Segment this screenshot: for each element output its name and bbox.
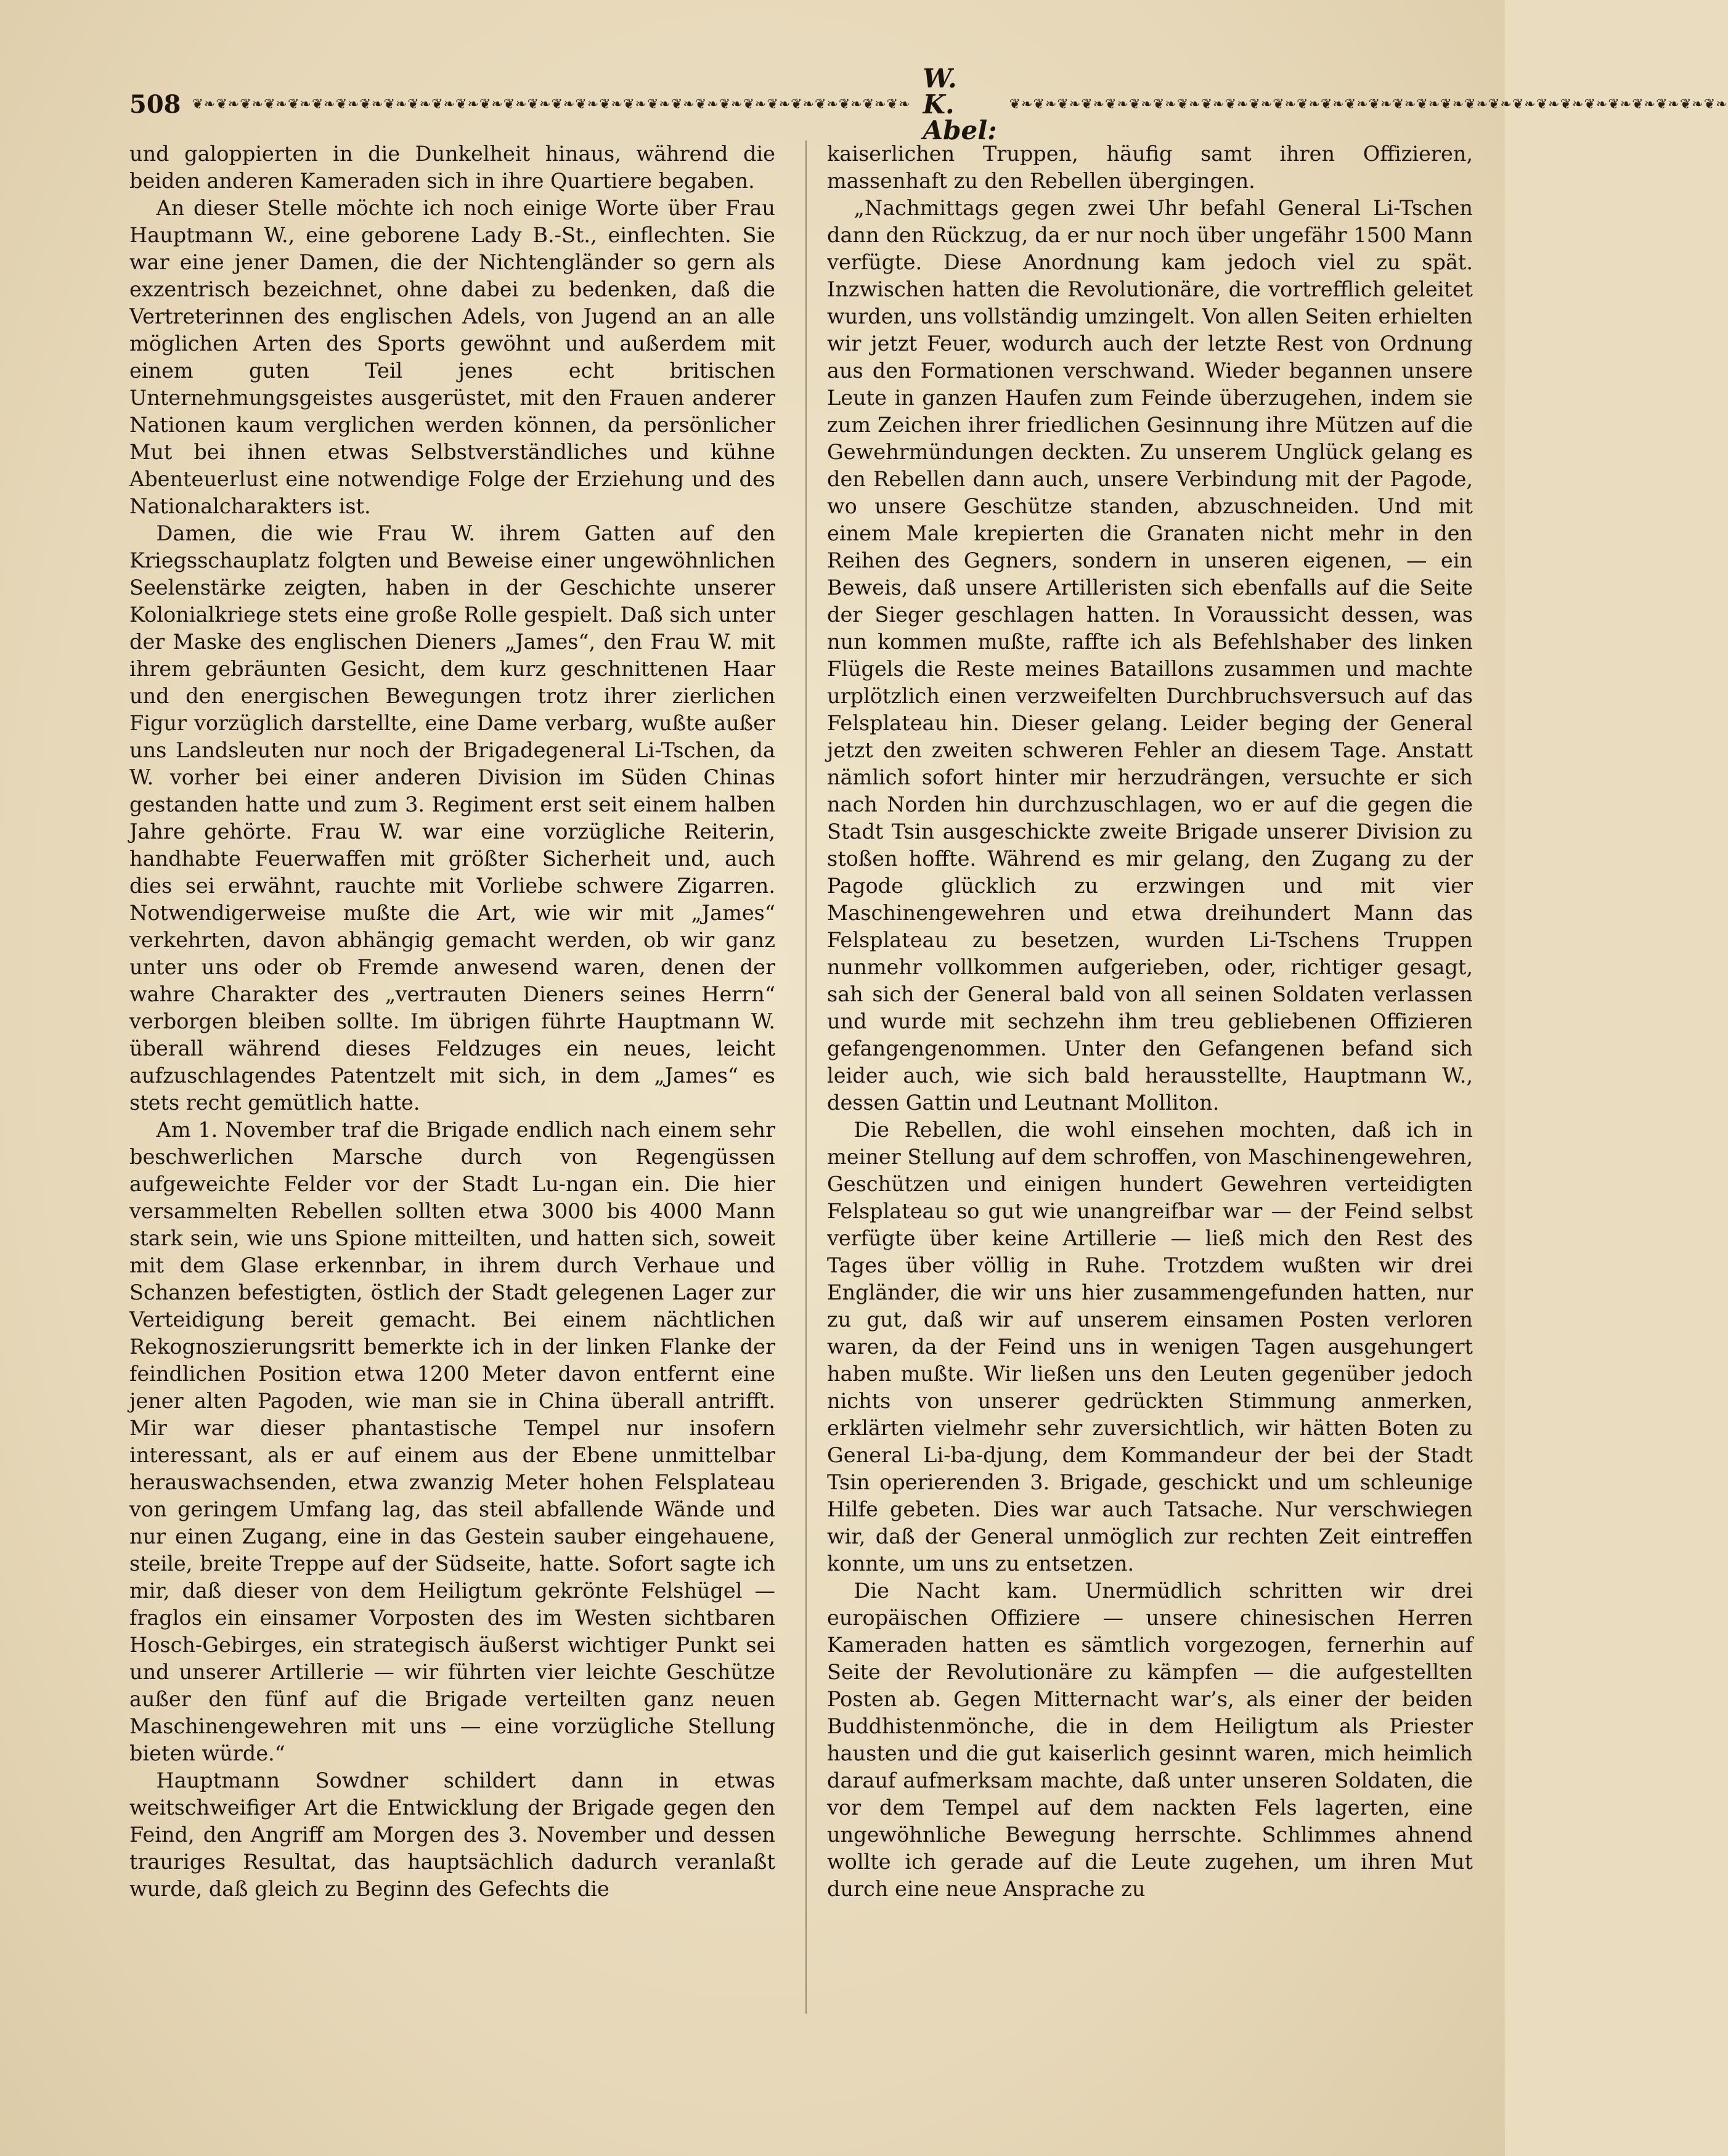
paragraph: An dieser Stelle möchte ich noch einige Worte über Frau Hauptmann W., eine geborene Lady B.-St., einflechten. Sie war eine jener Damen, die der Nichtengländer so gern als exzentrisch bezeichnet, ohne dabei zu bedenken, daß die Vertreterinnen des englischen Adels, von Jugend an an alle möglichen Arten des Sports gewöhnt und außerdem mit einem guten Teil jenes echt britischen Unternehmungsgeistes ausgerüstet, mit den Frauen anderer Nationen kaum verglichen werden können, da persönlicher Mut bei ihnen etwas Selbstverständliches und kühne Abenteuerlust eine notwendige Folge der Erziehung und des Nationalcharakters ist.: [129, 196, 775, 518]
right-column: [827, 140, 1473, 2081]
left-column: [129, 140, 775, 2081]
text-columns: [129, 140, 1473, 2081]
paragraph: und galoppierten in die Dunkelheit hinaus, während die beiden anderen Kameraden sich in ihre Quartiere begaben.: [129, 142, 775, 193]
paragraph: Damen, die wie Frau W. ihrem Gatten auf den Kriegsschauplatz folgten und Beweise einer ungewöhnlichen Seelenstärke zeigten, haben in der Geschichte unserer Kolonialkriege stets eine große Rolle gespielt. Daß sich unter der Maske des englischen Dieners „James“, den Frau W. mit ihrem gebräunten Gesicht, dem kurz geschnittenen Haar und den energischen Bewegungen trotz ihrer zierlichen Figur vorzüglich darstellte, eine Dame verbarg, wußte außer uns Landsleuten nur noch der Brigadegeneral Li-Tschen, da W. vorher bei einer anderen Division im Süden Chinas gestanden hatte und zum 3. Regiment erst seit einem halben Jahre gehörte. Frau W. war eine vorzügliche Reiterin, handhabte Feuerwaffen mit größter Sicherheit und, auch dies sei erwähnt, rauchte mit Vorliebe schwere Zigarren. Notwendigerweise mußte die Art, wie wir mit „James“ verkehrten, davon abhängig gemacht werden, ob wir ganz unter uns oder ob Fremde anwesend waren, denen der wahre Charakter des „vertrauten Dieners seines Herrn“ verborgen bleiben sollte. Im übrigen führte Hauptmann W. überall während dieses Feldzuges ein neues, leicht aufzuschlagendes Patentzelt mit sich, in dem „James“ es stets recht gemütlich hatte.: [129, 521, 775, 1115]
paragraph: Am 1. November traf die Brigade endlich nach einem sehr beschwerlichen Marsche durch von Regengüssen aufgeweichte Felder vor der Stadt Lu-ngan ein. Die hier versammelten Rebellen sollten etwa 3000 bis 4000 Mann stark sein, wie uns Spione mitteilten, und hatten sich, soweit mit dem Glase erkennbar, in ihrem durch Verhaue und Schanzen befestigten, östlich der Stadt gelegenen Lager zur Verteidigung bereit gemacht. Bei einem nächtlichen Rekognoszierungsritt bemerkte ich in der linken Flanke der feindlichen Position etwa 1200 Meter davon entfernt eine jener alten Pagoden, wie man sie in China überall antrifft. Mir war dieser phantastische Tempel nur insofern interessant, als er auf einem aus der Ebene unmittelbar herauswachsenden, etwa zwanzig Meter hohen Felsplateau von geringem Umfang lag, das steil abfallende Wände und nur einen Zugang, eine in das Gestein sauber eingehauene, steile, breite Treppe auf der Südseite, hatte. Sofort sagte ich mir, daß dieser von dem Heiligtum gekrönte Felshügel — fraglos ein einsamer Vorposten des im Westen sichtbaren Hosch-Gebirges, ein strategisch äußerst wichtiger Punkt sei und unserer Artillerie — wir führten vier leichte Geschütze außer den fünf auf die Brigade verteilten ganz neuen Maschinengewehren mit uns — eine vorzügliche Stellung bieten würde.“: [129, 1118, 775, 1765]
paragraph: „Nachmittags gegen zwei Uhr befahl General Li-Tschen dann den Rückzug, da er nur noch über ungefähr 1500 Mann verfügte. Diese Anordnung kam jedoch viel zu spät. Inzwischen hatten die Revolutionäre, die vortrefflich geleitet wurden, uns vollständig umzingelt. Von allen Seiten erhielten wir jetzt Feuer, wodurch auch der letzte Rest von Ordnung aus den Formationen verschwand. Wieder begannen unsere Leute in ganzen Haufen zum Feinde überzugehen, indem sie zum Zeichen ihrer friedlichen Gesinnung ihre Mützen auf die Gewehrmündungen deckten. Zu unserem Unglück gelang es den Rebellen dann auch, unsere Verbindung mit der Pagode, wo unsere Geschütze standen, abzuschneiden. Und mit einem Male krepierten die Granaten nicht mehr in den Reihen des Gegners, sondern in unseren eigenen, — ein Beweis, daß unsere Artilleristen sich ebenfalls auf die Seite der Sieger geschlagen hatten. In Voraussicht dessen, was nun kommen mußte, raffte ich als Befehlshaber des linken Flügels die Reste meines Bataillons zusammen und machte urplötzlich einen verzweifelten Durchbruchsversuch auf das Felsplateau hin. Dieser gelang. Leider beging der General jetzt den zweiten schweren Fehler an diesem Tage. Anstatt nämlich sofort hinter mir herzudrängen, versuchte er sich nach Norden hin durchzuschlagen, wo er auf die gegen die Stadt Tsin ausgeschickte zweite Brigade unserer Division zu stoßen hoffte. Während es mir gelang, den Zugang zu der Pagode glücklich zu erzwingen und mit vier Maschinengewehren und etwa dreihundert Mann das Felsplateau zu besetzen, wurden Li-Tschens Truppen nunmehr vollkommen aufgerieben, oder, richtiger gesagt, sah sich der General bald von all seinen Soldaten verlassen und wurde mit sechzehn ihm treu gebliebenen Offizieren gefangengenommen. Unter den Gefangenen befand sich leider auch, wie sich bald herausstellte, Hauptmann W., dessen Gattin und Leutnant Molliton.: [827, 196, 1473, 1115]
paragraph: kaiserlichen Truppen, häufig samt ihren Offizieren, massenhaft zu den Rebellen übergingen.: [827, 142, 1473, 193]
header-ornament-left: ❦❧❦❧❦❧❦❧❦❧❦❧❦❧❦❧❦❧❦❧❦❧❦❧❦❧❦❧❦❧❦❧❦❧❦❧❦❧❦❧❦❧❦❧❦❧❦❧❦❧❦❧❦❧❦❧❦❧❦❧: [192, 97, 911, 112]
page-number: 508: [129, 90, 181, 119]
column-divider: [805, 140, 807, 2014]
page-header: [129, 63, 1728, 145]
paragraph: Die Rebellen, die wohl einsehen mochten, daß ich in meiner Stellung auf dem schroffen, von Maschinengewehren, Geschützen und einigen hundert Gewehren verteidigten Felsplateau so gut wie unangreifbar war — der Feind selbst verfügte über keine Artillerie — ließ mich den Rest des Tages über völlig in Ruhe. Trotzdem wußten wir drei Engländer, die wir uns hier zusammengefunden hatten, nur zu gut, daß wir auf unserem einsamen Posten verloren waren, da der Feind uns in wenigen Tagen ausgehungert haben mußte. Wir ließen uns den Leuten gegenüber jedoch nichts von unserer gedrückten Stimmung anmerken, erklärten vielmehr sehr zuversichtlich, wir hätten Boten zu General Li-ba-djung, dem Kommandeur der bei der Stadt Tsin operierenden 3. Brigade, geschickt und um schleunige Hilfe gebeten. Dies war auch Tatsache. Nur verschwiegen wir, daß der General unmöglich zur rechten Zeit eintreffen konnte, um uns zu entsetzen.: [827, 1118, 1473, 1576]
header-ornament-right: ❦❧❦❧❦❧❦❧❦❧❦❧❦❧❦❧❦❧❦❧❦❧❦❧❦❧❦❧❦❧❦❧❦❧❦❧❦❧❦❧❦❧❦❧❦❧❦❧❦❧❦❧❦❧❦❧❦❧❦❧: [1009, 97, 1728, 112]
running-head-author: W. K. Abel:: [923, 63, 997, 145]
paragraph: Hauptmann Sowdner schildert dann in etwas weitschweifiger Art die Entwicklung der Brigade gegen den Feind, den Angriff am Morgen des 3. November und dessen trauriges Resultat, das hauptsächlich dadurch veranlaßt wurde, daß gleich zu Beginn des Gefechts die: [129, 1768, 775, 1901]
paragraph: Die Nacht kam. Unermüdlich schritten wir drei europäischen Offiziere — unsere chinesischen Herren Kameraden hatten es sämtlich vorgezogen, fernerhin auf Seite der Revolutionäre zu kämpfen — die aufgestellten Posten ab. Gegen Mitternacht war’s, als einer der beiden Buddhistenmönche, die in dem Heiligtum als Priester hausten und die gut kaiserlich gesinnt waren, mich heimlich darauf aufmerksam machte, daß unter unseren Soldaten, die vor dem Tempel auf dem nackten Fels lagerten, eine ungewöhnliche Bewegung herrschte. Schlimmes ahnend wollte ich gerade auf die Leute zugehen, um ihren Mut durch eine neue Ansprache zu: [827, 1579, 1473, 1901]
